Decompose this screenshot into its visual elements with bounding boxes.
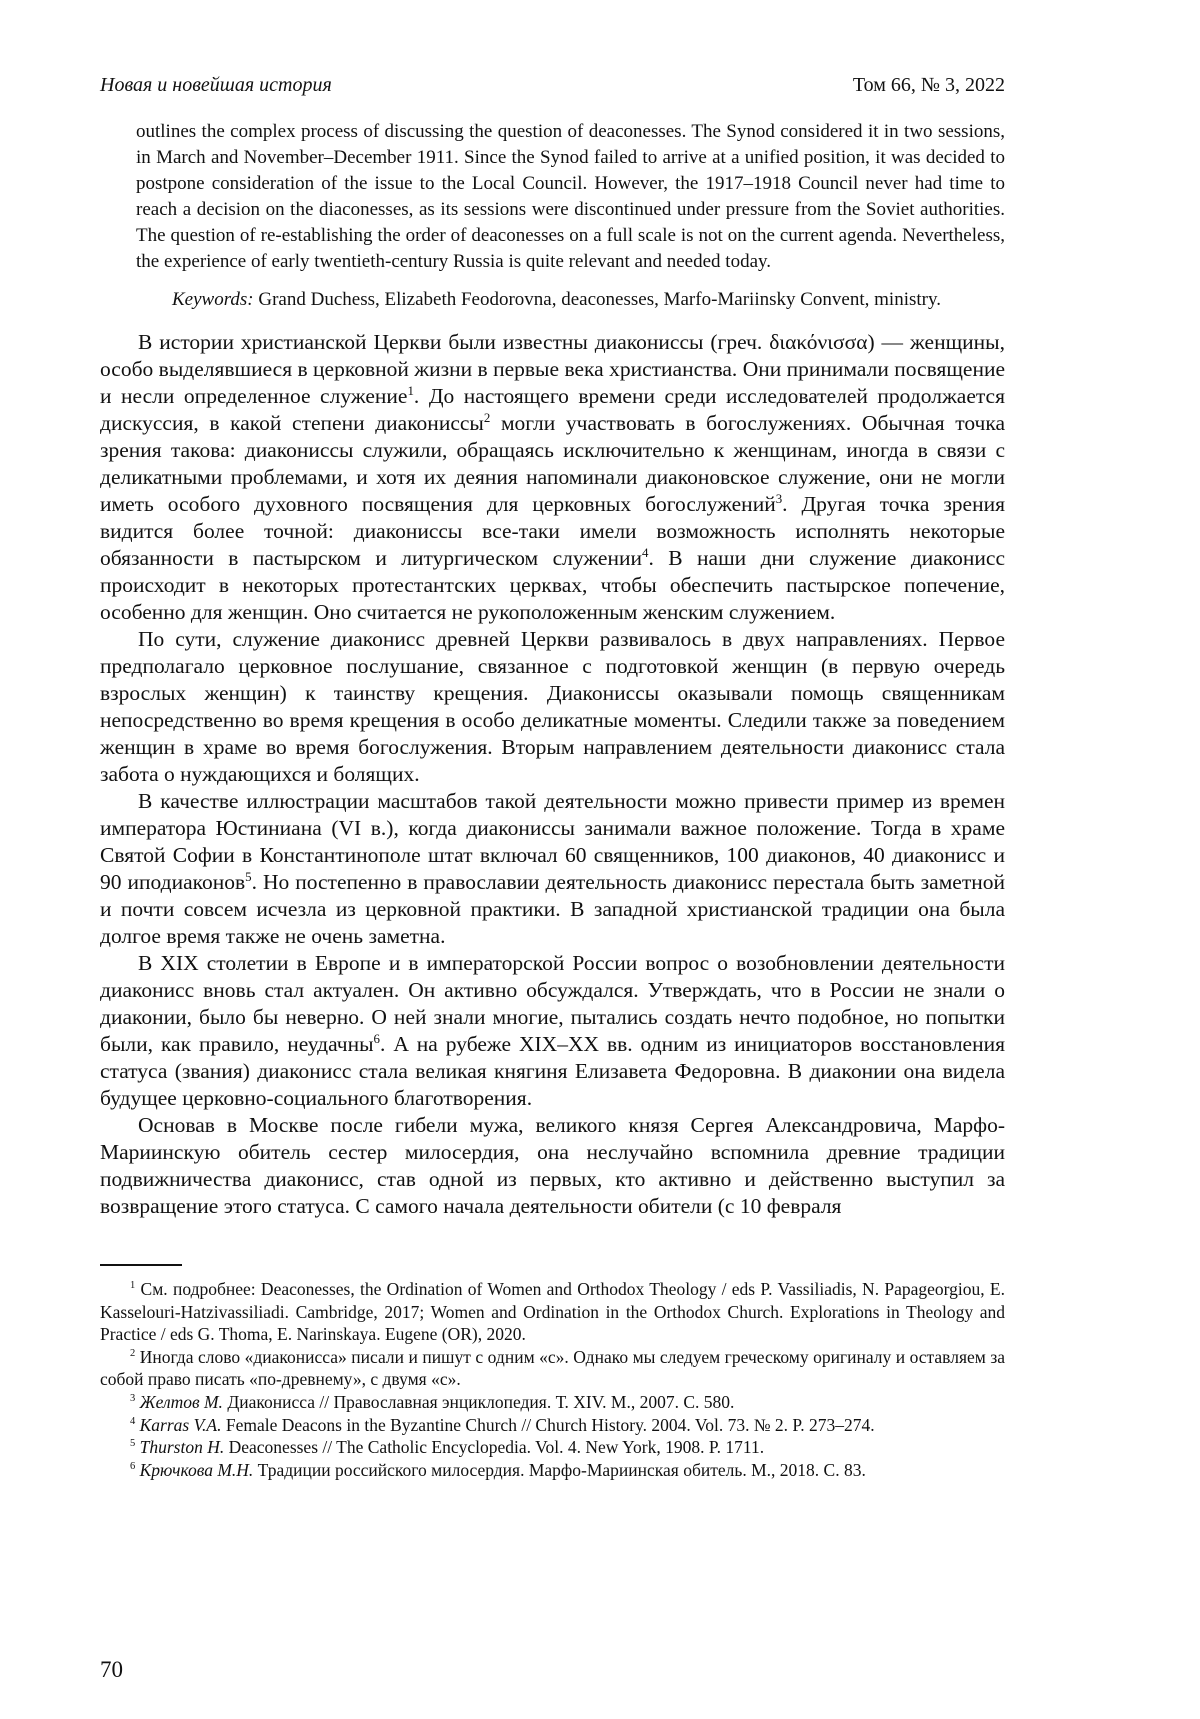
issue-info: Том 66, № 3, 2022 [852, 74, 1005, 96]
footnote-ref: 6 [373, 1031, 380, 1046]
text-run: Диаконисса // Православная энциклопедия. Т. XIV. М., 2007. С. 580. [222, 1391, 735, 1412]
cited-author: Желтов М. [139, 1391, 223, 1412]
keywords-label: Keywords: [172, 289, 254, 310]
page-header [100, 74, 1005, 97]
text-run: . А на рубеже XIX–XX вв. одним из инициаторов восстановления статуса (звания) диаконисс стала великая княгиня Елизавета Федоровна. В диаконии она видела будущее церковно-социального благотворения. [100, 1032, 1005, 1110]
body-paragraph [100, 950, 1005, 1112]
footnote-separator [100, 1264, 182, 1266]
abstract-block [136, 119, 1005, 313]
text-run: . Но постепенно в православии деятельность диаконисс перестала быть заметной и почти совсем исчезла из церковной практики. В западной христианской традиции она была долгое время также не очень заметна. [100, 870, 1005, 948]
journal-title: Новая и новейшая история [100, 74, 332, 96]
footnote [100, 1391, 1005, 1414]
footnote-marker: 2 [130, 1347, 136, 1359]
footnote-ref: 3 [775, 491, 783, 506]
text-run: В качестве иллюстрации масштабов такой деятельности можно привести пример из времен императора Юстиниана (VI в.), когда диакониссы занимали важное положение. Тогда в храме Святой Софии в Константинополе штат включал 60 священников, 100 диаконов, 40 диаконисс и 90 иподиаконов [100, 789, 1005, 894]
text-run: В истории христианской Церкви были известны диакониссы (греч. διακόνισσα) — женщины, особо выделявшиеся в церковной жизни в первые века христианства. Они принимали посвящение и несли определенное служение [100, 330, 1005, 408]
footnotes [100, 1278, 1005, 1481]
footnote-ref: 5 [245, 869, 252, 884]
body-paragraph [100, 626, 1005, 788]
keywords-line [136, 287, 1005, 313]
text-run: В XIX столетии в Европе и в императорской России вопрос о возобновлении деятельности диаконисс вновь стал актуален. Он активно обсуждался. Утверждать, что в России не знали о диаконии, было бы неверно. О ней знали многие, пытались создать нечто подобное, но попытки были, как правило, неудачны [100, 951, 1005, 1056]
body-paragraph [100, 788, 1005, 950]
text-run: . В наши дни служение диаконисс происходит в некоторых протестантских церквах, чтобы обеспечить пастырское попечение, особенно для женщин. Оно считается не рукоположенным женским служением. [100, 546, 1006, 624]
footnote-marker: 6 [130, 1460, 136, 1472]
body-paragraph [100, 1112, 1005, 1220]
footnote-ref: 2 [483, 410, 491, 425]
cited-author: Thurston H. [139, 1437, 225, 1458]
footnote-marker: 5 [130, 1438, 136, 1450]
keywords-text: Grand Duchess, Elizabeth Feodorovna, deaconesses, Marfo-Mariinsky Convent, ministry. [253, 289, 941, 310]
page-number: 70 [100, 1657, 123, 1682]
footnote [100, 1459, 1005, 1482]
cited-author: Karras V.A. [139, 1414, 222, 1435]
footnote-marker: 4 [130, 1415, 136, 1427]
text-run: См. подробнее: Deaconesses, the Ordination of Women and Orthodox Theology / eds P. Vassiliadis, N. Papageorgiou, E. Kasselouri-Hatzivassiliadi. Cambridge, 2017; Women and Ordination in the Orthodox Church. Explorations in Theology and Practice / eds G. Thoma, E. Narinskaya. Eugene (OR), 2020. [100, 1279, 1005, 1345]
text-run: Основав в Москве после гибели мужа, великого князя Сергея Александровича, Марфо-Мариинскую обитель сестер милосердия, она неслучайно вспомнила древние традиции подвижничества диаконисс, став одной из первых, кто активно и действенно выступил за возвращение этого статуса. С самого начала деятельности обители (с 10 февраля [100, 1113, 1005, 1218]
body-paragraph [100, 329, 1005, 626]
article-body [100, 329, 1005, 1220]
text-run: Female Deacons in the Byzantine Church // Church History. 2004. Vol. 73. № 2. P. 273–274. [221, 1414, 875, 1435]
footnote-marker: 3 [130, 1393, 136, 1405]
footnote [100, 1278, 1005, 1346]
footnote-ref: 4 [641, 545, 649, 560]
footnote [100, 1414, 1005, 1437]
footnote-marker: 1 [130, 1280, 136, 1292]
text-run: . До настоящего времени среди исследователей продолжается дискуссия, в какой степени диакониссы [100, 384, 1005, 435]
text-run: Deaconesses // The Catholic Encyclopedia. Vol. 4. New York, 1908. P. 1711. [224, 1437, 765, 1458]
text-run: По сути, служение диаконисс древней Церкви развивалось в двух направлениях. Первое предполагало церковное послушание, связанное с подготовкой женщин (в первую очередь взрослых женщин) к таинству крещения. Диакониссы оказывали помощь священникам непосредственно во время крещения в особо деликатные моменты. Следили также за поведением женщин в храме во время богослужения. Вторым направлением деятельности диаконисс стала забота о нуждающихся и болящих. [100, 627, 1005, 786]
abstract-text: outlines the complex process of discussing the question of deaconesses. The Synod considered it in two sessions, in March and November–December 1911. Since the Synod failed to arrive at a unified position, it was decided to postpone consideration of the issue to the Local Council. However, the 1917–1918 Council never had time to reach a decision on the diaconesses, as its sessions were discontinued under pressure from the Soviet authorities. The question of re-establishing the order of deaconesses on a full scale is not on the current agenda. Nevertheless, the experience of early twentieth-century Russia is quite relevant and needed today. [136, 121, 1005, 272]
footnote [100, 1346, 1005, 1391]
text-run: могли участвовать в богослужениях. Обычная точка зрения такова: диакониссы служили, обращаясь исключительно к женщинам, иногда в связи с деликатными проблемами, и хотя их деяния напоминали диаконовское служение, они не могли иметь особого духовного посвящения для церковных богослужений [100, 411, 1005, 516]
cited-author: Крючкова М.Н. [139, 1459, 254, 1480]
text-run: Традиции российского милосердия. Марфо-Мариинская обитель. М., 2018. С. 83. [253, 1459, 866, 1480]
footnote-ref: 1 [407, 383, 414, 398]
text-run: Иногда слово «диаконисса» писали и пишут с одним «с». Однако мы следуем греческому оригиналу и оставляем за собой право писать «по-древнему», с двумя «с». [100, 1346, 1006, 1390]
footnote [100, 1436, 1005, 1459]
text-run: . Другая точка зрения видится более точной: диакониссы все-таки имели возможность исполнять некоторые обязанности в пастырском и литургическом служении [100, 492, 1006, 570]
